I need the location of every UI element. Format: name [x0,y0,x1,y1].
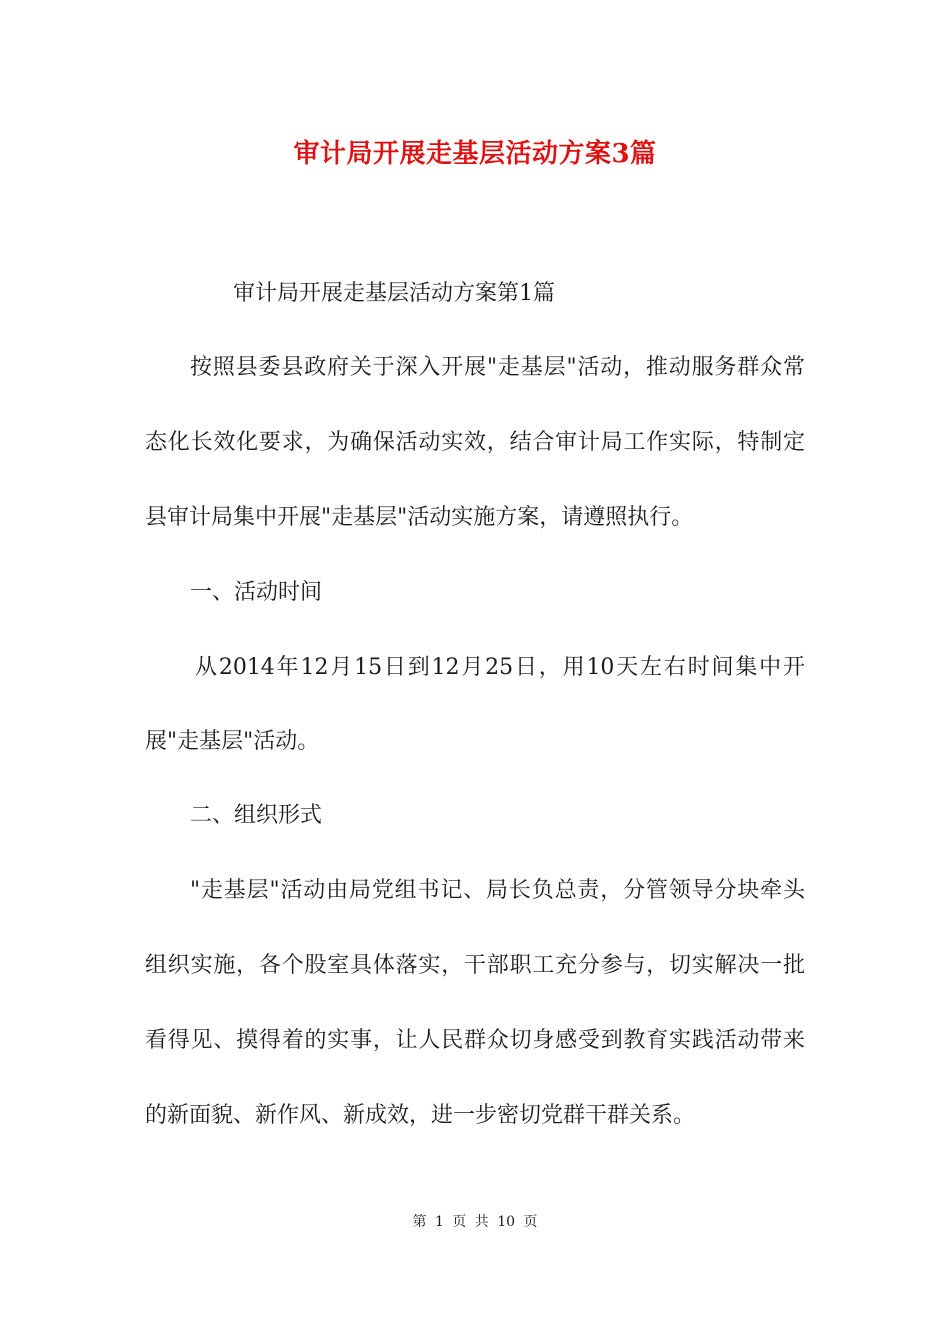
paragraph-line: 组织实施，各个股室具体落实，干部职工充分参与，切实解决一批 [145,953,805,978]
section-heading: 二、组织形式 [190,803,323,828]
paragraph-line: 按照县委县政府关于深入开展"走基层"活动，推动服务群众常 [190,355,805,380]
paragraph-line: 从2014年12月15日到12月25日，用10天左右时间集中开 [195,655,805,680]
paragraph-line: "走基层"活动由局党组书记、局长负总责，分管领导分块牵头 [190,878,805,903]
section-heading: 审计局开展走基层活动方案第1篇 [233,281,555,306]
page-footer: 第 1 页 共 10 页 [412,1214,538,1230]
paragraph-line: 县审计局集中开展"走基层"活动实施方案，请遵照执行。 [145,505,694,530]
paragraph-line: 的新面貌、新作风、新成效，进一步密切党群干群关系。 [145,1103,696,1128]
document-title: 审计局开展走基层活动方案3篇 [293,139,657,169]
paragraph-line: 看得见、摸得着的实事，让人民群众切身感受到教育实践活动带来 [145,1028,805,1053]
section-heading: 一、活动时间 [190,580,323,605]
paragraph-line: 态化长效化要求，为确保活动实效，结合审计局工作实际，特制定 [145,430,805,455]
paragraph-line: 展"走基层"活动。 [145,729,320,754]
